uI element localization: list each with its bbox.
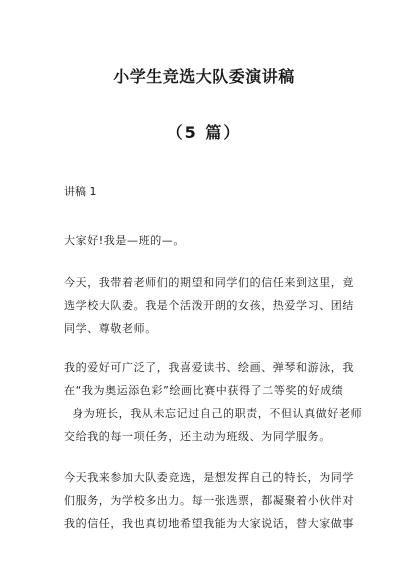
- paragraph-line: 同学、尊敬老师。: [64, 322, 157, 335]
- paragraph-line: 大家好!我是—班的—。: [64, 234, 186, 247]
- section-label: 讲稿 1: [64, 185, 97, 198]
- paragraph-greeting: [64, 229, 350, 252]
- paragraph-line: 我的信任，我也真切地希望我能为大家说话，替大家做事: [64, 517, 354, 530]
- paragraph-line: 交给我的每一项任务，还主动为班级、为同学服务。: [64, 430, 331, 443]
- document-subtitle: （5 篇）: [166, 123, 242, 142]
- document-title: 小学生竞选大队委演讲稿: [113, 67, 295, 86]
- paragraph-line: 身为班长，我从未忘记过自己的职责，不但认真做好老师: [64, 407, 363, 420]
- paragraph-motivation: [64, 466, 354, 535]
- paragraph-line: 选学校大队委。我是个活泼开朗的女孩，热爱学习、团结: [64, 299, 354, 312]
- paragraph-hobbies: [64, 356, 363, 448]
- paragraph-line: 今天我来参加大队委竞选，是想发挥自己的特长，为同学: [64, 471, 354, 484]
- paragraph-introduction: [64, 271, 354, 340]
- paragraph-line: 在“我为奥运添色彩”绘画比赛中获得了二等奖的好成绩: [64, 384, 344, 397]
- paragraph-line: 今天，我带着老师们的期望和同学们的信任来到这里，竟: [64, 276, 354, 289]
- paragraph-line: 们服务，为学校多出力。每一张选票，都凝聚着小伙伴对: [64, 494, 354, 507]
- paragraph-line: 我的爱好可广泛了，我喜爱读书、绘画、弹琴和游泳，我: [64, 361, 354, 374]
